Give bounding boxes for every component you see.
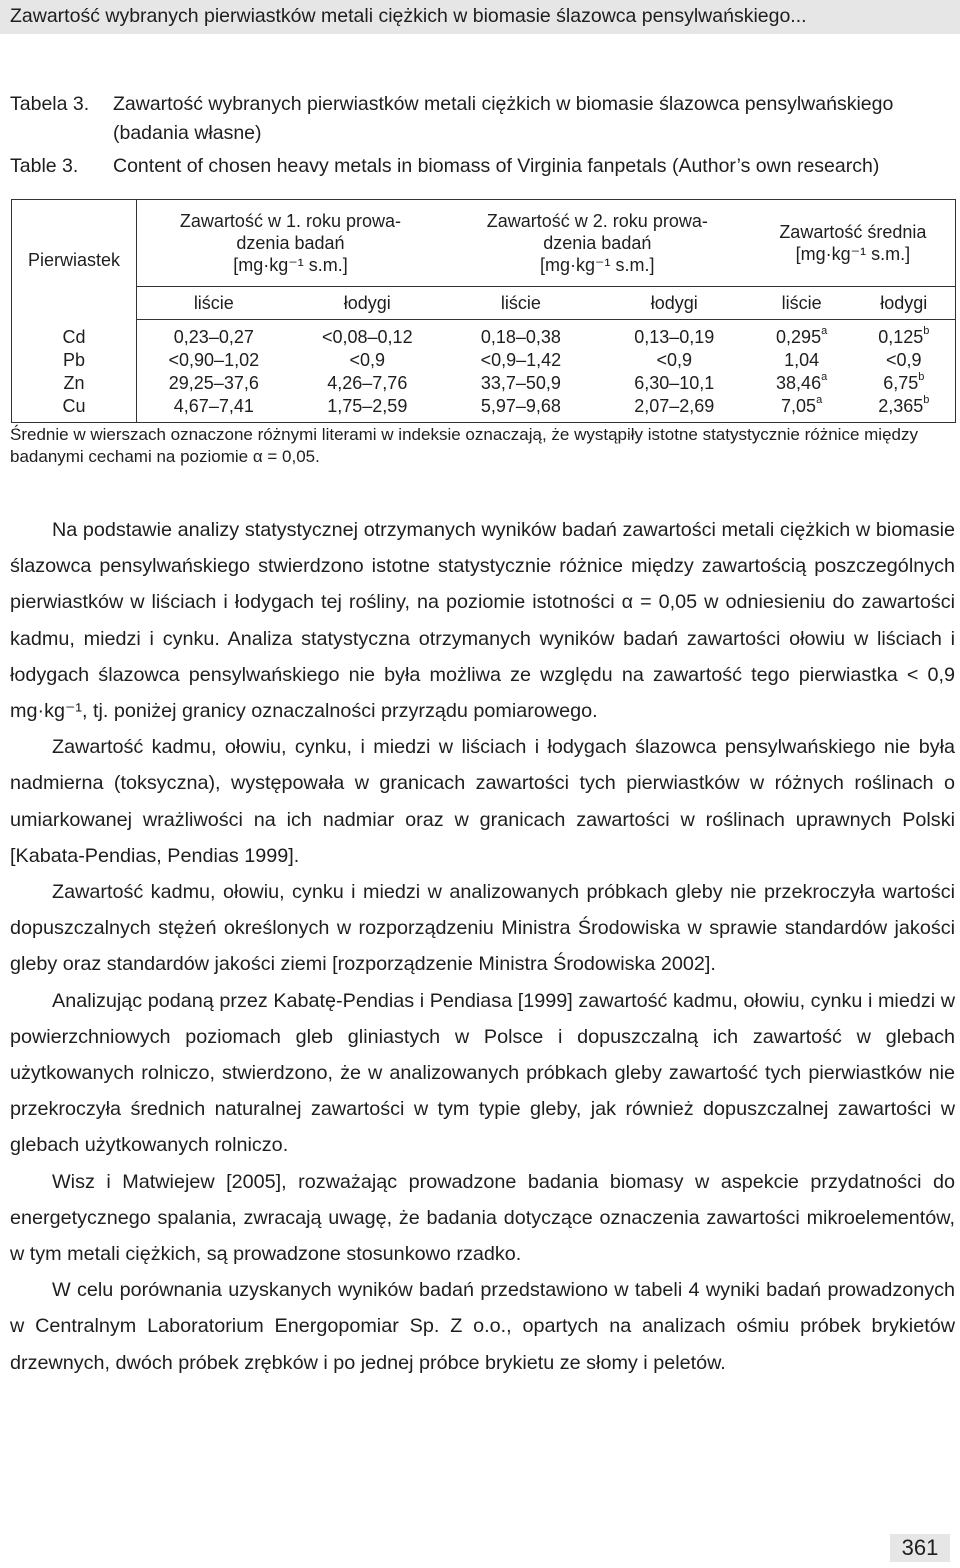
caption-en-label: Table 3. (10, 155, 79, 177)
header-year1: Zawartość w 1. roku prowa- dzenia badań [mg·kg⁻¹ s.m.] (137, 200, 444, 287)
cell-year2-leaves: 5,97–9,68 (480, 396, 561, 416)
cell-year2-leaves: 0,18–0,38 (480, 327, 561, 347)
cell-mean-stems: <0,9 (886, 350, 922, 370)
table-row (12, 372, 956, 395)
header-element: Pierwiastek (27, 249, 121, 270)
caption-pl-label: Tabela 3. (10, 93, 90, 115)
cell-year1-stems: <0,9 (349, 350, 386, 370)
cell-year2-stems: 6,30–10,1 (634, 373, 715, 393)
subheader-stems: łodygi (598, 287, 751, 320)
table-caption (10, 90, 955, 181)
page-number: 361 (890, 1534, 950, 1562)
cell-year1-leaves: 4,67–7,41 (137, 395, 291, 423)
body-paragraph: Analizując podaną przez Kabatę-Pendias i Pendiasa [1999] zawartość kadmu, ołowiu, cynku i miedzi w powierzchniowych poziomach gleb gliniastych w Polsce i dopuszczalną ich zawartość w glebach użytkowanych rolniczo, stwierdzono, że w analizowanych próbkach gleby zawartość tych pierwiastków nie przekroczyła średnich naturalnej zawartości w tym typie gleby, jak również dopuszczalnej zawartości w glebach użytkowanych rolniczo. (10, 989, 955, 1157)
table-row (12, 349, 956, 372)
cell-year2-stems: <0,9 (656, 350, 692, 370)
cell-year1-stems: <0,08–0,12 (321, 327, 413, 347)
cell-year1-stems: 4,26–7,76 (327, 373, 408, 393)
cell-element: Pb (62, 350, 86, 370)
cell-year2-stems: 2,07–2,69 (634, 396, 715, 416)
header-year2: Zawartość w 2. roku prowa- dzenia badań [mg·kg⁻¹ s.m.] (486, 211, 708, 275)
caption-en-text: Content of chosen heavy metals in biomass of Virginia fanpetals (Author’s own research) (113, 155, 880, 177)
caption-pl-text: Zawartość wybranych pierwiastków metali ciężkich w biomasie ślazowca pensylwańskiego (badania własne) (113, 93, 894, 144)
body-paragraph: Wisz i Matwiejew [2005], rozważając prowadzone badania biomasy w aspekcie przydatności do energetycznego spalania, zwracają uwagę, że badania dotyczące oznaczenia zawartości mikroelementów, w tym metali ciężkich, są prowadzone stosunkowo rzadko. (10, 1170, 955, 1266)
heavy-metals-table (11, 199, 956, 423)
body-paragraph: Zawartość kadmu, ołowiu, cynku i miedzi w analizowanych próbkach gleby nie przekroczyła wartości dopuszczalnych stężeń określonych w rozporządzeniu Ministra Środowiska w sprawie standardów jakości gleby oraz standardów jakości ziemi [rozporządzenie Ministra Środowiska 2002]. (10, 881, 955, 976)
cell-year2-leaves: 33,7–50,9 (480, 373, 561, 393)
cell-year1-stems: 1,75–2,59 (327, 396, 408, 416)
body-paragraph: W celu porównania uzyskanych wyników badań przedstawiono w tabeli 4 wyniki badań prowadzonych w Centralnym Laboratorium Energopomiar Sp. Z o.o., opartych na analizach ośmiu próbek brykietów drzewnych, dwóch próbek zrębków i po jednej próbce brykietu ze słomy i peletów. (10, 1279, 955, 1374)
cell-mean-leaves: 0,295$^a$ (776, 325, 828, 347)
significance-letter: b (918, 371, 925, 383)
cell-element: Cu (62, 396, 86, 416)
table-row (12, 320, 956, 350)
cell-year1-leaves: 29,25–37,6 (137, 372, 291, 395)
header-mean: Zawartość średnia [mg·kg⁻¹ s.m.] (779, 222, 927, 264)
table-body (12, 320, 956, 423)
subheader-leaves: liście (444, 287, 598, 320)
subheader-leaves: liście (137, 287, 291, 320)
cell-mean-stems: 6,75$^b$ (883, 371, 925, 393)
body-paragraph: Na podstawie analizy statystycznej otrzymanych wyników badań zawartości metali ciężkich w biomasie ślazowca pensylwańskiego stwierdzono istotne statystycznie różnice między zawartością poszczególnych pierwiastków w liściach i łodygach tej rośliny, na poziomie istotności α = 0,05 w odniesieniu do zawartości kadmu, miedzi i cynku. Analiza statystyczna otrzymanych wyników badań zawartości ołowiu w liściach i łodygach ślazowca pensylwańskiego nie była możliwa ze względu na zawartość tego pierwiastka < 0,9 mg·kg⁻¹, tj. poniżej granicy oznaczalności przyrządu pomiarowego. (10, 519, 955, 723)
subheader-leaves: liście (751, 287, 853, 320)
table-footnote: Średnie w wierszach oznaczone różnymi literami w indeksie oznaczają, że wystąpiły istotne statystycznie różnice między badanymi cechami na poziomie α = 0,05. (10, 425, 918, 466)
cell-year2-stems: 0,13–0,19 (634, 327, 715, 347)
cell-mean-stems: 2,365$^b$ (878, 394, 930, 416)
subheader-stems: łodygi (291, 287, 444, 320)
caption-english (10, 152, 955, 181)
body-paragraph: Zawartość kadmu, ołowiu, cynku, i miedzi w liściach i łodygach ślazowca pensylwańskiego nie była nadmierna (toksyczna), występowała w granicach zawartości tych pierwiastków w różnych roślinach o umiarkowanej wrażliwości na ich nadmiar oraz w granicach zawartości w roślinach uprawnych Polski [Kabata-Pendias, Pendias 1999]. (10, 736, 955, 867)
cell-mean-leaves: 38,46$^a$ (776, 371, 828, 393)
caption-polish (10, 90, 955, 148)
cell-mean-stems: 0,125$^b$ (878, 325, 930, 347)
significance-letter: b (923, 394, 930, 406)
body-text (10, 512, 955, 1381)
running-title: Zawartość wybranych pierwiastków metali ciężkich w biomasie ślazowca pensylwańskiego... (10, 5, 807, 27)
cell-mean-leaves: 7,05$^a$ (781, 394, 823, 416)
cell-element: Cd (62, 326, 86, 347)
significance-letter: b (923, 325, 930, 337)
significance-letter: a (821, 371, 828, 383)
significance-letter: a (821, 325, 828, 337)
cell-year1-leaves: 0,23–0,27 (137, 320, 291, 350)
table-row (12, 395, 956, 423)
cell-mean-leaves: 1,04 (784, 350, 820, 370)
cell-year1-leaves: <0,90–1,02 (137, 349, 291, 372)
running-header (0, 0, 960, 34)
subheader-stems: łodygi (853, 287, 956, 320)
significance-letter: a (816, 394, 823, 406)
cell-element: Zn (63, 373, 85, 393)
cell-year2-leaves: <0,9–1,42 (480, 350, 562, 370)
